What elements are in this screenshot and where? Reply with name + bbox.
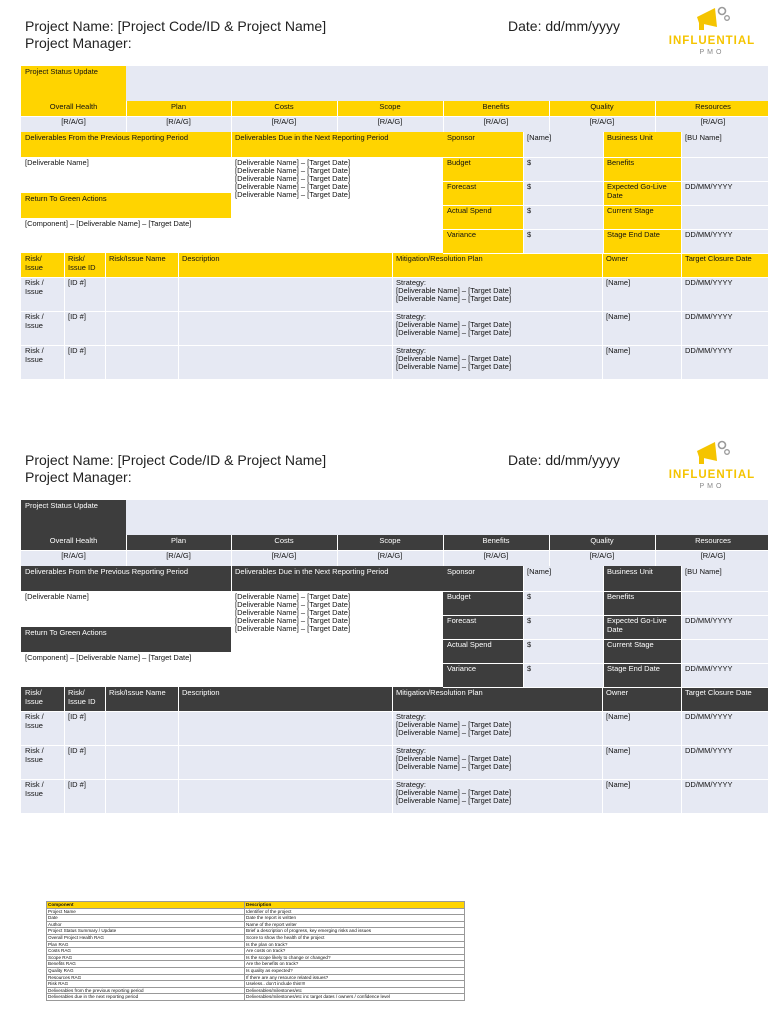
actual-spend-right-label: Current Stage (603, 639, 681, 663)
components-header-cell: Component (47, 902, 245, 909)
variance-right-value[interactable]: DD/MM/YYYY (681, 229, 768, 253)
components-cell: Benefits RAG (47, 961, 245, 968)
risk-plan-line: Strategy: (396, 746, 427, 755)
risk-closure-date[interactable]: DD/MM/YYYY (681, 345, 768, 379)
variance-label: Variance (443, 663, 523, 687)
risk-plan-line: Strategy: (396, 712, 427, 721)
components-row (47, 934, 465, 941)
components-row (47, 994, 465, 1001)
risk-header-col-6: Target Closure Date (681, 687, 768, 711)
health-rag-overall-health[interactable]: [R/A/G] (21, 116, 126, 132)
forecast-label: Forecast (443, 615, 523, 639)
health-label-plan: Plan (126, 101, 231, 116)
deliverable-next-line: [Deliverable Name] – [Target Date] (235, 174, 351, 183)
risk-header-col-1: Risk/ Issue ID (64, 253, 105, 277)
health-label-scope: Scope (337, 101, 443, 116)
grid-line (443, 181, 768, 182)
risk-name[interactable] (105, 311, 178, 345)
risk-plan[interactable] (392, 745, 602, 779)
risk-owner[interactable]: [Name] (602, 745, 681, 779)
grid-line (523, 132, 524, 253)
deliverable-next-line: [Deliverable Name] – [Target Date] (235, 158, 351, 167)
risk-header-col-4: Mitigation/Resolution Plan (392, 687, 602, 711)
components-cell: Risk RAG (47, 981, 245, 988)
grid-line (681, 132, 682, 253)
health-label-scope: Scope (337, 535, 443, 550)
components-cell: Deliverables/milestones/etc (245, 987, 465, 994)
return-to-green-content[interactable]: [Component] – [Deliverable Name] – [Target Date] (21, 652, 231, 687)
risk-id[interactable]: [ID #] (64, 779, 105, 813)
project-manager: Project Manager: (25, 35, 132, 51)
health-label-quality: Quality (549, 535, 655, 550)
risk-plan-line: [Deliverable Name] – [Target Date] (396, 354, 512, 363)
risk-id[interactable]: [ID #] (64, 311, 105, 345)
grid-line (21, 745, 768, 746)
risk-plan-line: [Deliverable Name] – [Target Date] (396, 754, 512, 763)
grid-line (443, 205, 768, 206)
risk-owner[interactable]: [Name] (602, 311, 681, 345)
components-row (47, 948, 465, 955)
risk-name[interactable] (105, 277, 178, 311)
megaphone-icon (695, 5, 731, 33)
risk-description[interactable] (178, 745, 392, 779)
grid-line (443, 591, 768, 592)
grid-line (178, 687, 179, 813)
components-cell: Are the benefits on track? (245, 961, 465, 968)
components-row (47, 974, 465, 981)
grid-line (443, 687, 768, 688)
components-cell: Author (47, 921, 245, 928)
components-cell: Brief a description of progress, key emerging risks and issues (245, 928, 465, 935)
health-rag-plan[interactable]: [R/A/G] (126, 550, 231, 566)
project-name: Project Name: [Project Code/ID & Project Name] (25, 18, 327, 34)
risk-owner[interactable]: [Name] (602, 345, 681, 379)
sponsor-value[interactable]: [Name] (523, 566, 603, 591)
actual-spend-label: Actual Spend (443, 205, 523, 229)
risk-plan-line: [Deliverable Name] – [Target Date] (396, 788, 512, 797)
risk-plan-line: Strategy: (396, 278, 427, 287)
components-cell: Project Status Summary / Update (47, 928, 245, 935)
risk-plan-line: [Deliverable Name] – [Target Date] (396, 294, 512, 303)
deliverable-next-line: [Deliverable Name] – [Target Date] (235, 608, 351, 617)
risk-plan-line: [Deliverable Name] – [Target Date] (396, 286, 512, 295)
logo-subtext: PMO (699, 49, 725, 56)
deliverable-next-line: [Deliverable Name] – [Target Date] (235, 600, 351, 609)
risk-description[interactable] (178, 779, 392, 813)
megaphone-icon (695, 439, 731, 467)
components-header-cell: Description (245, 902, 465, 909)
deliverables-next-content[interactable] (231, 157, 443, 253)
risk-plan-line: [Deliverable Name] – [Target Date] (396, 796, 512, 805)
budget-label: Budget (443, 591, 523, 615)
risk-header-col-2: Risk/Issue Name (105, 687, 178, 711)
grid-line (443, 229, 768, 230)
sponsor-right-label: Business Unit (603, 566, 681, 591)
grid-line (105, 687, 106, 813)
risk-plan-line: [Deliverable Name] – [Target Date] (396, 362, 512, 371)
risk-header-col-3: Description (178, 253, 392, 277)
grid-line (64, 253, 65, 379)
components-table (46, 901, 465, 1001)
grid-line (523, 566, 524, 687)
actual-spend-value[interactable]: $ (523, 205, 603, 229)
actual-spend-right-value[interactable] (681, 639, 768, 663)
components-cell: Project Name (47, 908, 245, 915)
grid-line (443, 615, 768, 616)
status-update-label: Project Status Update (21, 66, 126, 101)
risk-closure-date[interactable]: DD/MM/YYYY (681, 311, 768, 345)
risk-type[interactable]: Risk / Issue (21, 711, 64, 745)
health-label-plan: Plan (126, 535, 231, 550)
deliverables-prev-content[interactable]: [Deliverable Name] (21, 157, 231, 193)
grid-line (603, 132, 604, 253)
deliverables-next-header: Deliverables Due in the Next Reporting Period (231, 132, 443, 157)
health-rag-scope[interactable]: [R/A/G] (337, 116, 443, 132)
risk-plan-line: [Deliverable Name] – [Target Date] (396, 328, 512, 337)
grid-line (178, 253, 179, 379)
health-label-costs: Costs (231, 101, 337, 116)
components-cell: Is the scope likely to change or changed? (245, 954, 465, 961)
grid-line (443, 157, 768, 158)
variance-right-value[interactable]: DD/MM/YYYY (681, 663, 768, 687)
deliverable-next-line: [Deliverable Name] – [Target Date] (235, 182, 351, 191)
risk-id[interactable]: [ID #] (64, 745, 105, 779)
forecast-label: Forecast (443, 181, 523, 205)
deliverable-next-line: [Deliverable Name] – [Target Date] (235, 592, 351, 601)
risk-description[interactable] (178, 345, 392, 379)
risk-header-col-2: Risk/Issue Name (105, 253, 178, 277)
risk-name[interactable] (105, 345, 178, 379)
components-cell: Are costs on track? (245, 948, 465, 955)
health-rag-costs[interactable]: [R/A/G] (231, 116, 337, 132)
components-cell: Plan RAG (47, 941, 245, 948)
influential-pmo-logo (662, 439, 762, 491)
components-cell: Date the report is written (245, 915, 465, 922)
health-label-benefits: Benefits (443, 101, 549, 116)
forecast-right-label: Expected Go-Live Date (603, 181, 681, 205)
components-cell: Overall Project Health RAG (47, 934, 245, 941)
logo-subtext: PMO (699, 483, 725, 490)
components-cell: Score to show the health of the project (245, 934, 465, 941)
status-update-label: Project Status Update (21, 500, 126, 535)
project-manager: Project Manager: (25, 469, 132, 485)
grid-line (231, 132, 232, 253)
risk-closure-date[interactable]: DD/MM/YYYY (681, 779, 768, 813)
project-name: Project Name: [Project Code/ID & Project Name] (25, 452, 327, 468)
components-row (47, 915, 465, 922)
components-cell: Deliverables due in the next reporting period (47, 994, 245, 1001)
health-label-costs: Costs (231, 535, 337, 550)
risk-closure-date[interactable]: DD/MM/YYYY (681, 711, 768, 745)
variance-value[interactable]: $ (523, 229, 603, 253)
grid-line (64, 687, 65, 813)
grid-line (681, 253, 682, 379)
grid-line (392, 253, 393, 379)
components-row (47, 987, 465, 994)
budget-right-label: Benefits (603, 157, 681, 181)
risk-owner[interactable]: [Name] (602, 779, 681, 813)
sponsor-label: Sponsor (443, 566, 523, 591)
components-cell: Is quality as expected? (245, 967, 465, 974)
deliverable-next-line: [Deliverable Name] – [Target Date] (235, 624, 351, 633)
health-rag-resources[interactable]: [R/A/G] (655, 116, 768, 132)
risk-header-col-5: Owner (602, 687, 681, 711)
risk-plan-line: Strategy: (396, 312, 427, 321)
return-to-green-header: Return To Green Actions (21, 627, 231, 652)
components-cell: Costs RAG (47, 948, 245, 955)
logo-text: INFLUENTIAL (668, 35, 756, 47)
risk-description[interactable] (178, 711, 392, 745)
risk-type[interactable]: Risk / Issue (21, 345, 64, 379)
sponsor-value[interactable]: [Name] (523, 132, 603, 157)
variance-value[interactable]: $ (523, 663, 603, 687)
grid-line (443, 253, 768, 254)
forecast-right-value[interactable]: DD/MM/YYYY (681, 615, 768, 639)
grid-line (21, 779, 768, 780)
budget-right-label: Benefits (603, 591, 681, 615)
health-label-benefits: Benefits (443, 535, 549, 550)
grid-line (21, 311, 768, 312)
risk-plan[interactable] (392, 277, 602, 311)
risk-type[interactable]: Risk / Issue (21, 277, 64, 311)
grid-line (681, 687, 682, 813)
influential-pmo-logo (662, 5, 762, 57)
sponsor-right-value[interactable]: [BU Name] (681, 566, 768, 591)
risk-name[interactable] (105, 711, 178, 745)
grid-line (602, 253, 603, 379)
components-row (47, 954, 465, 961)
components-cell: Scope RAG (47, 954, 245, 961)
budget-label: Budget (443, 157, 523, 181)
risk-plan[interactable] (392, 311, 602, 345)
deliverables-prev-content[interactable]: [Deliverable Name] (21, 591, 231, 627)
forecast-right-label: Expected Go-Live Date (603, 615, 681, 639)
components-header-row (47, 902, 465, 909)
budget-right-value[interactable] (681, 591, 768, 615)
actual-spend-value[interactable]: $ (523, 639, 603, 663)
components-row (47, 967, 465, 974)
risk-id[interactable]: [ID #] (64, 277, 105, 311)
health-rag-costs[interactable]: [R/A/G] (231, 550, 337, 566)
risk-plan-line: [Deliverable Name] – [Target Date] (396, 728, 512, 737)
sponsor-right-value[interactable]: [BU Name] (681, 132, 768, 157)
risk-id[interactable]: [ID #] (64, 711, 105, 745)
components-row (47, 981, 465, 988)
components-cell: Resources RAG (47, 974, 245, 981)
variance-right-label: Stage End Date (603, 229, 681, 253)
components-cell: Date (47, 915, 245, 922)
health-rag-quality[interactable]: [R/A/G] (549, 116, 655, 132)
budget-right-value[interactable] (681, 157, 768, 181)
health-rag-benefits[interactable]: [R/A/G] (443, 550, 549, 566)
grid-line (603, 566, 604, 687)
risk-header-col-4: Mitigation/Resolution Plan (392, 253, 602, 277)
components-cell: If there are any resource related issues? (245, 974, 465, 981)
deliverable-next-line: [Deliverable Name] – [Target Date] (235, 166, 351, 175)
status-update-content[interactable] (126, 500, 768, 535)
risk-plan[interactable] (392, 711, 602, 745)
risk-plan[interactable] (392, 345, 602, 379)
forecast-value[interactable]: $ (523, 181, 603, 205)
grid-line (21, 345, 768, 346)
health-rag-scope[interactable]: [R/A/G] (337, 550, 443, 566)
components-cell: Is the plan on track? (245, 941, 465, 948)
components-row (47, 921, 465, 928)
risk-owner[interactable]: [Name] (602, 277, 681, 311)
risk-description[interactable] (178, 311, 392, 345)
health-rag-overall-health[interactable]: [R/A/G] (21, 550, 126, 566)
risk-plan-line: [Deliverable Name] – [Target Date] (396, 320, 512, 329)
report-date: Date: dd/mm/yyyy (508, 18, 621, 34)
grid-line (21, 277, 768, 278)
deliverables-next-content[interactable] (231, 591, 443, 687)
risk-description[interactable] (178, 277, 392, 311)
deliverables-prev-header: Deliverables From the Previous Reporting Period (21, 566, 231, 591)
deliverable-next-line: [Deliverable Name] – [Target Date] (235, 616, 351, 625)
risk-closure-date[interactable]: DD/MM/YYYY (681, 745, 768, 779)
components-row (47, 928, 465, 935)
report-date: Date: dd/mm/yyyy (508, 452, 621, 468)
grid-line (443, 663, 768, 664)
health-label-overall-health: Overall Health (21, 535, 126, 550)
deliverables-next-header: Deliverables Due in the Next Reporting Period (231, 566, 443, 591)
risk-type[interactable]: Risk / Issue (21, 745, 64, 779)
risk-closure-date[interactable]: DD/MM/YYYY (681, 277, 768, 311)
components-cell: Quality RAG (47, 967, 245, 974)
grid-line (392, 687, 393, 813)
variance-label: Variance (443, 229, 523, 253)
sponsor-label: Sponsor (443, 132, 523, 157)
health-rag-quality[interactable]: [R/A/G] (549, 550, 655, 566)
risk-plan[interactable] (392, 779, 602, 813)
sponsor-right-label: Business Unit (603, 132, 681, 157)
grid-line (681, 566, 682, 687)
grid-line (21, 116, 768, 117)
grid-line (21, 550, 768, 551)
return-to-green-header: Return To Green Actions (21, 193, 231, 218)
health-label-resources: Resources (655, 101, 768, 116)
logo-text: INFLUENTIAL (668, 469, 756, 481)
status-update-content[interactable] (126, 66, 768, 101)
grid-line (443, 639, 768, 640)
risk-name[interactable] (105, 779, 178, 813)
risk-header-col-3: Description (178, 687, 392, 711)
health-label-resources: Resources (655, 535, 768, 550)
health-label-overall-health: Overall Health (21, 101, 126, 116)
risk-plan-line: [Deliverable Name] – [Target Date] (396, 720, 512, 729)
risk-id[interactable]: [ID #] (64, 345, 105, 379)
risk-plan-line: Strategy: (396, 780, 427, 789)
risk-header-col-6: Target Closure Date (681, 253, 768, 277)
health-label-quality: Quality (549, 101, 655, 116)
risk-header-col-1: Risk/ Issue ID (64, 687, 105, 711)
risk-plan-line: Strategy: (396, 346, 427, 355)
risk-header-col-0: Risk/ Issue (21, 253, 64, 277)
deliverables-prev-header: Deliverables From the Previous Reporting Period (21, 132, 231, 157)
budget-value[interactable]: $ (523, 591, 603, 615)
deliverable-next-line: [Deliverable Name] – [Target Date] (235, 190, 351, 199)
risk-owner[interactable]: [Name] (602, 711, 681, 745)
components-cell: Name of the report writer (245, 921, 465, 928)
return-to-green-content[interactable]: [Component] – [Deliverable Name] – [Target Date] (21, 218, 231, 253)
components-cell: Deliverables/milestones/etc inc target dates / owners / confidence level (245, 994, 465, 1001)
grid-line (231, 566, 232, 687)
forecast-right-value[interactable]: DD/MM/YYYY (681, 181, 768, 205)
grid-line (105, 253, 106, 379)
components-row (47, 941, 465, 948)
components-cell: Identifier of the project (245, 908, 465, 915)
actual-spend-right-label: Current Stage (603, 205, 681, 229)
components-cell: Deliverables from the previous reporting period (47, 987, 245, 994)
health-rag-resources[interactable]: [R/A/G] (655, 550, 768, 566)
budget-value[interactable]: $ (523, 157, 603, 181)
risk-type[interactable]: Risk / Issue (21, 779, 64, 813)
health-rag-plan[interactable]: [R/A/G] (126, 116, 231, 132)
grid-line (602, 687, 603, 813)
variance-right-label: Stage End Date (603, 663, 681, 687)
risk-header-col-0: Risk/ Issue (21, 687, 64, 711)
grid-line (21, 711, 768, 712)
actual-spend-right-value[interactable] (681, 205, 768, 229)
risk-plan-line: [Deliverable Name] – [Target Date] (396, 762, 512, 771)
components-row (47, 961, 465, 968)
risk-type[interactable]: Risk / Issue (21, 311, 64, 345)
actual-spend-label: Actual Spend (443, 639, 523, 663)
components-cell: Useless.. don't include this!!!! (245, 981, 465, 988)
forecast-value[interactable]: $ (523, 615, 603, 639)
risk-name[interactable] (105, 745, 178, 779)
health-rag-benefits[interactable]: [R/A/G] (443, 116, 549, 132)
components-row (47, 908, 465, 915)
risk-header-col-5: Owner (602, 253, 681, 277)
